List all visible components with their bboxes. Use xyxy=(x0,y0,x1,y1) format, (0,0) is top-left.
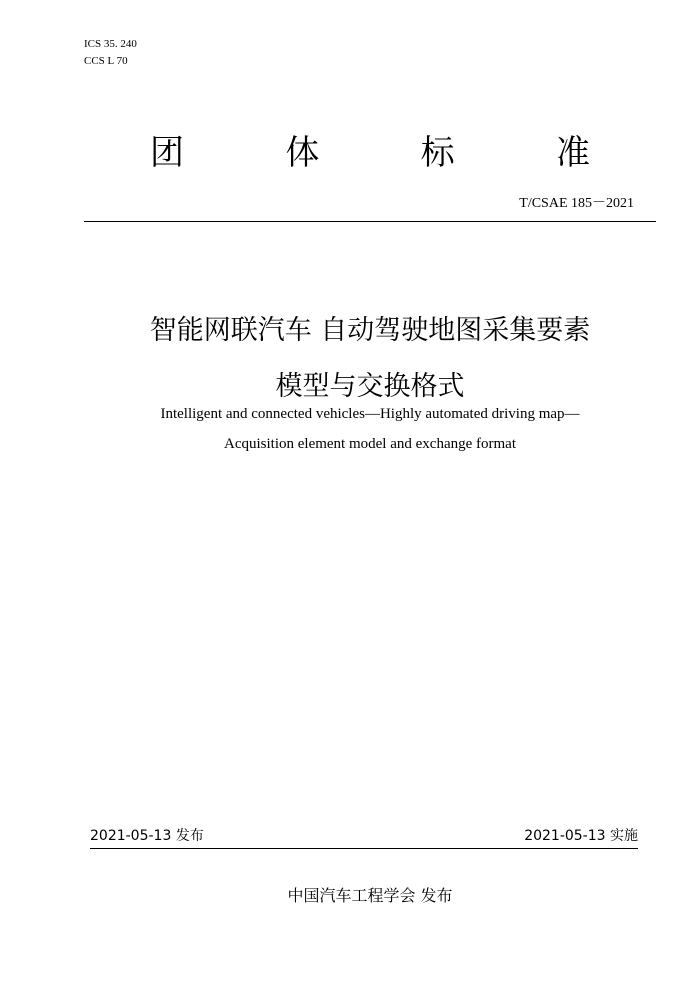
title-chinese-line-1: 智能网联汽车 自动驾驶地图采集要素 xyxy=(149,315,591,346)
issue-date: 2021-05-13 发布 xyxy=(90,828,204,844)
standard-type-char: 团 xyxy=(150,132,184,173)
top-divider xyxy=(84,221,656,222)
classification-codes xyxy=(84,36,137,70)
standard-type-char: 标 xyxy=(420,132,455,173)
title-english-line-1: Intelligent and connected vehicles—Highly automated driving map— xyxy=(160,406,580,422)
standard-number: T/CSAE 185－2021 xyxy=(519,196,634,211)
title-chinese-line-2: 模型与交换格式 xyxy=(275,371,465,402)
implementation-date: 2021-05-13 实施 xyxy=(524,828,638,844)
bottom-divider xyxy=(90,848,638,849)
standard-type-heading xyxy=(150,126,590,172)
title-english-line-2: Acquisition element model and exchange format xyxy=(224,436,516,452)
publisher: 中国汽车工程学会 发布 xyxy=(287,886,453,905)
standard-type-char: 准 xyxy=(555,132,590,173)
ics-code: ICS 35. 240 xyxy=(84,38,137,50)
standard-type-char: 体 xyxy=(285,132,320,173)
ccs-code: CCS L 70 xyxy=(84,55,128,67)
